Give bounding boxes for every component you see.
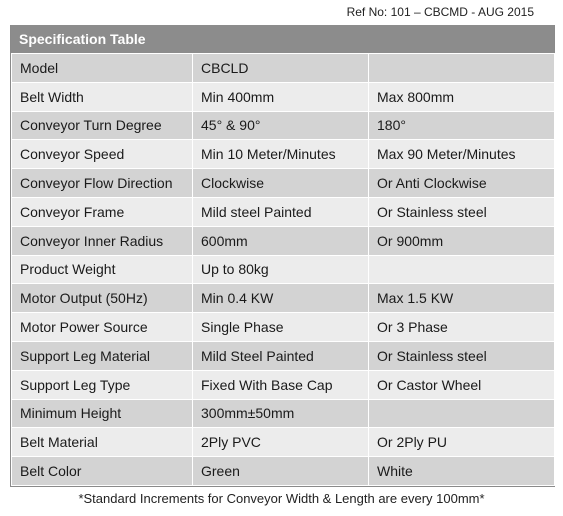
spec-alt-value-cell: Or 3 Phase xyxy=(369,313,555,342)
table-row xyxy=(12,111,555,140)
spec-value-cell: Clockwise xyxy=(193,169,369,198)
reference-number: Ref No: 101 – CBCMD - AUG 2015 xyxy=(346,5,534,19)
table-row xyxy=(12,82,555,111)
table-title: Specification Table xyxy=(11,25,554,53)
spec-label-cell: Conveyor Frame xyxy=(12,197,193,226)
spec-value-cell: Mild steel Painted xyxy=(193,197,369,226)
footnote: *Standard Increments for Conveyor Width & Length are every 100mm* xyxy=(78,491,485,506)
table-row xyxy=(12,284,555,313)
spec-label-cell: Motor Output (50Hz) xyxy=(12,284,193,313)
spec-alt-value-cell xyxy=(369,54,555,83)
table-row xyxy=(12,226,555,255)
spec-grid xyxy=(11,53,555,486)
spec-value-cell: Fixed With Base Cap xyxy=(193,370,369,399)
table-row xyxy=(12,255,555,284)
spec-label-cell: Belt Width xyxy=(12,82,193,111)
spec-alt-value-cell: Or Stainless steel xyxy=(369,197,555,226)
table-row xyxy=(12,457,555,486)
spec-alt-value-cell: Or Stainless steel xyxy=(369,341,555,370)
spec-value-cell: Green xyxy=(193,457,369,486)
spec-label-cell: Conveyor Flow Direction xyxy=(12,169,193,198)
spec-label-cell: Support Leg Type xyxy=(12,370,193,399)
spec-label-cell: Conveyor Turn Degree xyxy=(12,111,193,140)
spec-value-cell: Min 0.4 KW xyxy=(193,284,369,313)
spec-value-cell: Min 10 Meter/Minutes xyxy=(193,140,369,169)
spec-alt-value-cell: White xyxy=(369,457,555,486)
spec-label-cell: Conveyor Speed xyxy=(12,140,193,169)
spec-value-cell: Single Phase xyxy=(193,313,369,342)
spec-value-cell: 300mm±50mm xyxy=(193,399,369,428)
spec-value-cell: CBCLD xyxy=(193,54,369,83)
spec-alt-value-cell: Max 90 Meter/Minutes xyxy=(369,140,555,169)
table-row xyxy=(12,54,555,83)
spec-label-cell: Support Leg Material xyxy=(12,341,193,370)
spec-alt-value-cell: 180° xyxy=(369,111,555,140)
spec-alt-value-cell: Max 800mm xyxy=(369,82,555,111)
spec-label-cell: Motor Power Source xyxy=(12,313,193,342)
spec-value-cell: Mild Steel Painted xyxy=(193,341,369,370)
spec-label-cell: Model xyxy=(12,54,193,83)
spec-value-cell: Up to 80kg xyxy=(193,255,369,284)
spec-alt-value-cell: Or Castor Wheel xyxy=(369,370,555,399)
spec-value-cell: 600mm xyxy=(193,226,369,255)
table-row xyxy=(12,140,555,169)
spec-alt-value-cell: Or 2Ply PU xyxy=(369,428,555,457)
spec-label-cell: Conveyor Inner Radius xyxy=(12,226,193,255)
spec-label-cell: Belt Color xyxy=(12,457,193,486)
spec-alt-value-cell: Max 1.5 KW xyxy=(369,284,555,313)
table-row xyxy=(12,370,555,399)
spec-alt-value-cell xyxy=(369,255,555,284)
spec-label-cell: Belt Material xyxy=(12,428,193,457)
table-row xyxy=(12,399,555,428)
spec-alt-value-cell: Or 900mm xyxy=(369,226,555,255)
table-row xyxy=(12,197,555,226)
table-row xyxy=(12,313,555,342)
spec-alt-value-cell: Or Anti Clockwise xyxy=(369,169,555,198)
spec-value-cell: Min 400mm xyxy=(193,82,369,111)
spec-label-cell: Minimum Height xyxy=(12,399,193,428)
table-row xyxy=(12,428,555,457)
table-row xyxy=(12,341,555,370)
spec-alt-value-cell xyxy=(369,399,555,428)
table-row xyxy=(12,169,555,198)
specification-table xyxy=(10,25,555,487)
spec-label-cell: Product Weight xyxy=(12,255,193,284)
spec-value-cell: 45° & 90° xyxy=(193,111,369,140)
spec-value-cell: 2Ply PVC xyxy=(193,428,369,457)
